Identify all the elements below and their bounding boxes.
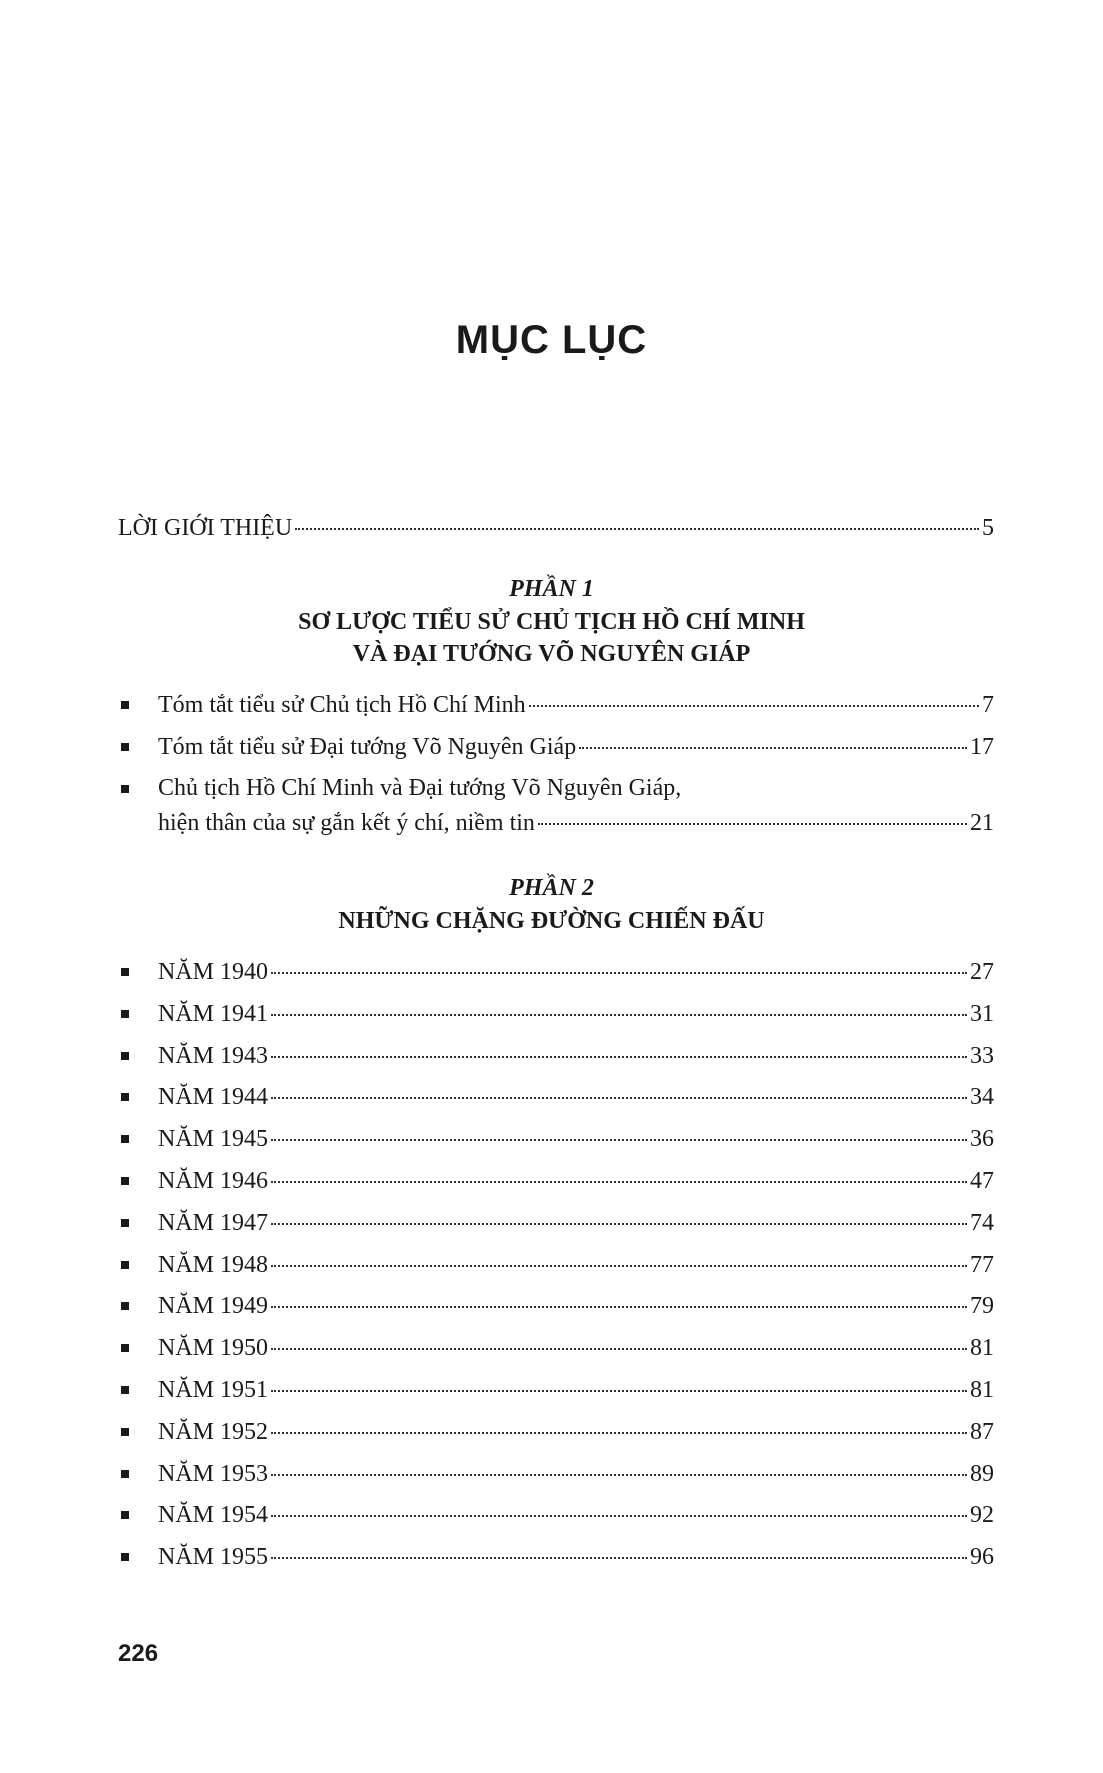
toc-entry[interactable] bbox=[158, 1166, 994, 1196]
bullet-icon bbox=[121, 1344, 129, 1352]
toc-entry[interactable] bbox=[158, 999, 994, 1029]
toc-entry-page: 87 bbox=[970, 1419, 994, 1445]
toc-entry[interactable] bbox=[158, 957, 994, 987]
part-1-title-line-2: VÀ ĐẠI TƯỚNG VÕ NGUYÊN GIÁP bbox=[352, 641, 751, 667]
toc-entry-label: NĂM 1952 bbox=[158, 1419, 269, 1445]
toc-entry[interactable] bbox=[158, 1082, 994, 1112]
toc-entry-page: 79 bbox=[970, 1293, 994, 1319]
toc-entry-label: NĂM 1945 bbox=[158, 1126, 269, 1152]
toc-entry-page: 77 bbox=[970, 1252, 994, 1278]
toc-entry-page: 47 bbox=[970, 1168, 994, 1194]
bullet-icon bbox=[121, 1386, 129, 1394]
dot-leader bbox=[271, 1097, 967, 1099]
dot-leader bbox=[271, 1306, 967, 1308]
toc-entry-page: 81 bbox=[970, 1335, 994, 1361]
toc-entry[interactable] bbox=[158, 1250, 994, 1280]
toc-entry-label: NĂM 1948 bbox=[158, 1252, 269, 1278]
bullet-icon bbox=[121, 1511, 129, 1519]
bullet-icon bbox=[121, 785, 129, 793]
part-1-title-line-1: SƠ LƯỢC TIỂU SỬ CHỦ TỊCH HỒ CHÍ MINH bbox=[298, 609, 805, 635]
bullet-icon bbox=[121, 1470, 129, 1478]
bullet-icon bbox=[121, 1428, 129, 1436]
toc-entry-page: 81 bbox=[970, 1377, 994, 1403]
dot-leader bbox=[271, 1056, 967, 1058]
toc-entry-label: hiện thân của sự gắn kết ý chí, niềm tin bbox=[158, 810, 535, 836]
bullet-icon bbox=[121, 1010, 129, 1018]
toc-entry[interactable] bbox=[158, 1208, 994, 1238]
bullet-icon bbox=[121, 701, 129, 709]
toc-entry-label-line-1[interactable]: Chủ tịch Hồ Chí Minh và Đại tướng Võ Nguyên Giáp, bbox=[158, 775, 682, 801]
dot-leader bbox=[271, 1139, 967, 1141]
toc-entry-label: NĂM 1950 bbox=[158, 1335, 269, 1361]
toc-entry[interactable] bbox=[158, 1041, 994, 1071]
toc-entry-label: NĂM 1949 bbox=[158, 1293, 269, 1319]
dot-leader bbox=[271, 972, 967, 974]
toc-entry[interactable] bbox=[158, 1333, 994, 1363]
toc-entry-page: 21 bbox=[970, 810, 994, 836]
toc-entry-label: NĂM 1955 bbox=[158, 1544, 269, 1570]
bullet-icon bbox=[121, 1302, 129, 1310]
dot-leader bbox=[271, 1348, 967, 1350]
toc-entry[interactable] bbox=[158, 1500, 994, 1530]
bullet-icon bbox=[121, 1553, 129, 1561]
bullet-icon bbox=[121, 1052, 129, 1060]
dot-leader bbox=[271, 1223, 967, 1225]
page-title: MỤC LỤC bbox=[455, 318, 648, 362]
toc-entry-page: 96 bbox=[970, 1544, 994, 1570]
dot-leader bbox=[271, 1474, 967, 1476]
toc-entry[interactable] bbox=[158, 1375, 994, 1405]
bullet-icon bbox=[121, 1177, 129, 1185]
bullet-icon bbox=[121, 1261, 129, 1269]
toc-entry-label: NĂM 1947 bbox=[158, 1210, 269, 1236]
toc-entry[interactable] bbox=[158, 690, 994, 720]
dot-leader bbox=[271, 1181, 967, 1183]
bullet-icon bbox=[121, 743, 129, 751]
toc-entry[interactable] bbox=[158, 1542, 994, 1572]
toc-entry-page: 27 bbox=[970, 959, 994, 985]
toc-entry[interactable] bbox=[158, 1291, 994, 1321]
bullet-icon bbox=[121, 1135, 129, 1143]
bullet-icon bbox=[121, 1093, 129, 1101]
toc-entry-label: NĂM 1953 bbox=[158, 1461, 269, 1487]
toc-entry-page: 17 bbox=[970, 734, 994, 760]
toc-entry-page: 36 bbox=[970, 1126, 994, 1152]
toc-entry-label: NĂM 1941 bbox=[158, 1001, 269, 1027]
dot-leader bbox=[271, 1557, 967, 1559]
toc-entry[interactable] bbox=[158, 1417, 994, 1447]
page-number: 226 bbox=[118, 1640, 159, 1667]
toc-entry-label: LỜI GIỚI THIỆU bbox=[118, 515, 293, 541]
toc-entry-label: NĂM 1946 bbox=[158, 1168, 269, 1194]
dot-leader bbox=[271, 1265, 967, 1267]
toc-entry-page: 74 bbox=[970, 1210, 994, 1236]
dot-leader bbox=[538, 823, 967, 825]
part-1-label: PHẦN 1 bbox=[509, 576, 594, 602]
dot-leader bbox=[529, 705, 979, 707]
toc-entry-page: 7 bbox=[982, 692, 994, 718]
toc-entry-page: 31 bbox=[970, 1001, 994, 1027]
toc-entry[interactable] bbox=[158, 808, 994, 838]
part-2-title: NHỮNG CHẶNG ĐƯỜNG CHIẾN ĐẤU bbox=[338, 908, 765, 934]
toc-entry-page: 33 bbox=[970, 1043, 994, 1069]
toc-entry-label: Tóm tắt tiểu sử Chủ tịch Hồ Chí Minh bbox=[158, 692, 526, 718]
toc-entry-page: 5 bbox=[982, 515, 994, 541]
toc-entry[interactable] bbox=[158, 1459, 994, 1489]
bullet-icon bbox=[121, 1219, 129, 1227]
toc-entry-label: NĂM 1951 bbox=[158, 1377, 269, 1403]
toc-entry[interactable] bbox=[158, 1124, 994, 1154]
bullet-icon bbox=[121, 968, 129, 976]
toc-entry-label: NĂM 1943 bbox=[158, 1043, 269, 1069]
toc-entry[interactable] bbox=[158, 732, 994, 762]
toc-entry-intro[interactable] bbox=[118, 513, 994, 543]
dot-leader bbox=[271, 1432, 967, 1434]
dot-leader bbox=[271, 1014, 967, 1016]
dot-leader bbox=[271, 1515, 967, 1517]
dot-leader bbox=[579, 747, 967, 749]
dot-leader bbox=[295, 528, 979, 530]
toc-entry-page: 34 bbox=[970, 1084, 994, 1110]
toc-entry-label: NĂM 1954 bbox=[158, 1502, 269, 1528]
part-2-label: PHẦN 2 bbox=[509, 875, 594, 901]
toc-entry-page: 92 bbox=[970, 1502, 994, 1528]
toc-entry-page: 89 bbox=[970, 1461, 994, 1487]
toc-entry-label: NĂM 1940 bbox=[158, 959, 269, 985]
toc-entry-label: NĂM 1944 bbox=[158, 1084, 269, 1110]
dot-leader bbox=[271, 1390, 967, 1392]
toc-entry-label: Tóm tắt tiểu sử Đại tướng Võ Nguyên Giáp bbox=[158, 734, 577, 760]
